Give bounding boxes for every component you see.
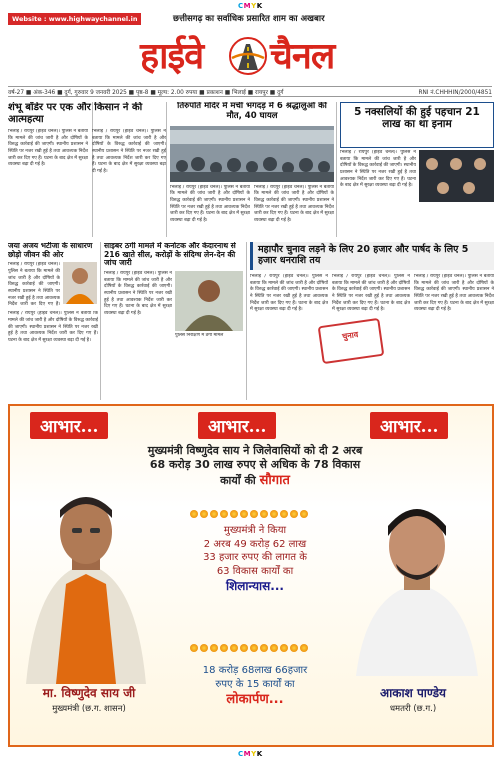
cmyk-bottom-marker: CMYK	[238, 750, 263, 758]
marigold-decoration	[190, 510, 308, 520]
chief-minister-portrait-icon	[16, 454, 156, 684]
ad-foundation-block	[165, 524, 345, 594]
ad-bottom-line: 18 करोड़ 68लाख 66हजार	[202, 665, 308, 676]
story-body: भिलाई / रायपुर (हाईवे चैनल)। पुलिस ने बताया कि मामले की जांच जारी है और दोषियों के विरुद्ध कार्रवाई की जाएगी। स्थानीय प्रशासन ने स्थिति पर नजर रखी हुई है तथा आवश्यक निर्देश जारी कर दिए गए हैं। घटना के बाद क्षेत्र में सुरक्षा व्यवस्था बढ़ा दी गई है।	[340, 150, 416, 189]
ad-headline-line: कार्यों की	[220, 473, 256, 487]
story-body: भिलाई / रायपुर (हाईवे चैनल)। पुलिस ने बताया कि मामले की जांच जारी है और दोषियों के विरुद्ध कार्रवाई की जाएगी। स्थानीय प्रशासन ने स्थिति पर नजर रखी हुई है तथा आवश्यक निर्देश जारी कर दिए गए हैं। घटना के बाद क्षेत्र में सुरक्षा व्यवस्था बढ़ा दी गई है।	[332, 274, 410, 313]
leader-nameplate	[338, 684, 488, 714]
ad-headline-highlight: सौगात	[259, 472, 290, 488]
abhar-label: आभार...	[30, 412, 108, 439]
person-portrait-icon	[63, 262, 97, 304]
marigold-decoration	[190, 644, 308, 654]
leader-title: धमतरी (छ.ग.)	[389, 704, 437, 714]
ad-mid-line: 2 अरब 49 करोड़ 62 लाख	[203, 538, 307, 550]
story-cyber-fraud[interactable]	[104, 242, 244, 400]
chief-minister-title: मुख्यमंत्री (छ.ग. शासन)	[52, 704, 126, 714]
story-body: भिलाई / रायपुर (हाईवे चैनल)। पुलिस ने बताया कि मामले की जांच जारी है और दोषियों के विरुद्ध कार्रवाई की जाएगी। स्थानीय प्रशासन ने स्थिति पर नजर रखी हुई है तथा आवश्यक निर्देश जारी कर दिए गए हैं। घटना के बाद क्षेत्र में सुरक्षा व्यवस्था बढ़ा दी गई है।	[104, 271, 172, 317]
ad-inauguration-block	[160, 664, 350, 709]
chief-minister-name: मा. विष्णुदेव साय जी	[42, 686, 136, 700]
election-stamp: चुनाव	[318, 318, 385, 364]
column-divider	[100, 242, 101, 400]
masthead-top-strip	[8, 13, 492, 26]
police-photo	[175, 271, 243, 331]
rni-number: RNI नं.CHHHIN/2000/4851	[418, 90, 492, 96]
government-advertisement[interactable]	[8, 404, 494, 747]
column-divider	[336, 102, 337, 237]
chief-minister-nameplate	[14, 684, 164, 714]
leader-name: आकाश पाण्डेय	[380, 686, 446, 700]
ad-headline-line: 68 करोड़ 30 लाख रुपए से अधिक के 78 विकास	[149, 458, 361, 472]
cmyk-top-marker: CMYK	[238, 2, 263, 10]
story-body: भिलाई / रायपुर (हाईवे चैनल)। पुलिस ने बताया कि मामले की जांच जारी है और दोषियों के विरुद्ध कार्रवाई की जाएगी। स्थानीय प्रशासन ने स्थिति पर नजर रखी हुई है तथा आवश्यक निर्देश जारी कर दिए गए हैं। घटना के बाद क्षेत्र में सुरक्षा व्यवस्था बढ़ा दी गई है।	[170, 184, 250, 223]
story-election-fee[interactable]	[250, 242, 494, 270]
story-body: भिलाई / रायपुर (हाईवे चैनल)। पुलिस ने बताया कि मामले की जांच जारी है और दोषियों के विरुद्ध कार्रवाई की जाएगी। स्थानीय प्रशासन ने स्थिति पर नजर रखी हुई है तथा आवश्यक निर्देश जारी कर दिए गए हैं। घटना के बाद क्षेत्र में सुरक्षा व्यवस्था बढ़ा दी गई है।	[8, 129, 88, 168]
story-body: भिलाई / रायपुर (हाईवे चैनल)। पुलिस ने बताया कि मामले की जांच जारी है और दोषियों के विरुद्ध कार्रवाई की जाएगी। स्थानीय प्रशासन ने स्थिति पर नजर रखी हुई है तथा आवश्यक निर्देश जारी कर दिए गए हैं। घटना के बाद क्षेत्र में सुरक्षा व्यवस्था बढ़ा दी गई है।	[8, 311, 98, 343]
ad-headline-line: मुख्यमंत्री विष्णुदेव साय ने जिलेवासियों को दी 2 अरब	[147, 444, 363, 457]
crowd-image-icon	[170, 126, 334, 182]
leader-portrait-icon	[348, 476, 486, 676]
photo-caption: पुलिस निरीक्षण में ठगी मामले	[175, 333, 224, 339]
ad-bottom-line: रुपए के 15 कार्यों का	[215, 678, 295, 690]
ad-mid-line: 33 हजार रुपए की लागत के	[203, 552, 307, 563]
ad-bottom-highlight: लोकार्पण...	[226, 692, 284, 707]
portrait-grid-icon	[419, 150, 494, 202]
ad-mid-line: मुख्यमंत्री ने किया	[223, 525, 287, 536]
story-body: भिलाई / रायपुर (हाईवे चैनल)। पुलिस ने बताया कि मामले की जांच जारी है और दोषियों के विरुद्ध कार्रवाई की जाएगी। स्थानीय प्रशासन ने स्थिति पर नजर रखी हुई है तथा आवश्यक निर्देश जारी कर दिए गए हैं। घटना के बाद क्षेत्र में सुरक्षा व्यवस्था बढ़ा दी गई है।	[250, 274, 328, 313]
issue-line: वर्ष-27 ■ अंक-346 ■ दुर्ग, गुरुवार 9 जनवरी 2025 ■ पृष्ठ-8 ■ मूल्य: 2.00 रुपया ■ प्रकाशन ■ भिलाई ■ रायपुर ■ दुर्ग	[8, 90, 284, 96]
story-body: भिलाई / रायपुर (हाईवे चैनल)। पुलिस ने बताया कि मामले की जांच जारी है और दोषियों के विरुद्ध कार्रवाई की जाएगी। स्थानीय प्रशासन ने स्थिति पर नजर रखी हुई है तथा आवश्यक निर्देश जारी कर दिए गए हैं। घटना के बाद क्षेत्र में सुरक्षा व्यवस्था बढ़ा दी गई है।	[92, 129, 166, 174]
story-left-lower[interactable]	[8, 242, 98, 400]
story-body: भिलाई / रायपुर (हाईवे चैनल)। पुलिस ने बताया कि मामले की जांच जारी है और दोषियों के विरुद्ध कार्रवाई की जाएगी। स्थानीय प्रशासन ने स्थिति पर नजर रखी हुई है तथा आवश्यक निर्देश जारी कर दिए गए हैं।	[8, 262, 60, 308]
masthead	[0, 26, 500, 84]
masthead-title-left: हाईवे	[140, 35, 204, 77]
newspaper-tagline: छत्तीसगढ़ का सर्वाधिक प्रसारित शाम का अखबार	[173, 14, 325, 24]
abhar-label: आभार...	[198, 412, 276, 439]
abhar-label: आभार...	[370, 412, 448, 439]
story-headline[interactable]: साइबर ठगी मामले में कर्नाटक और केदारनाथ से 216 खाते सील, करोड़ों के संदिग्ध लेन-देन की जांच जारी	[104, 242, 236, 268]
story-tirupati-stampede[interactable]	[170, 102, 334, 237]
column-divider	[246, 242, 247, 400]
person-photo	[63, 262, 97, 304]
story-headline[interactable]: 5 नक्सलियों की हुई पहचान 21 लाख का था इनाम	[354, 106, 480, 131]
story-body: भिलाई / रायपुर (हाईवे चैनल)। पुलिस ने बताया कि मामले की जांच जारी है और दोषियों के विरुद्ध कार्रवाई की जाएगी। स्थानीय प्रशासन ने स्थिति पर नजर रखी हुई है तथा आवश्यक निर्देश जारी कर दिए गए हैं। घटना के बाद क्षेत्र में सुरक्षा व्यवस्था बढ़ा दी गई है।	[254, 184, 334, 223]
story-naxal-identified[interactable]	[340, 102, 494, 148]
ad-mid-highlight: शिलान्यास...	[226, 579, 284, 593]
story-farmer-suicide[interactable]	[8, 102, 168, 237]
issue-info-bar	[8, 86, 492, 97]
crowd-photo	[170, 126, 334, 182]
story-headline[interactable]: तिरुपति मंदिर में मची भगदड़ में 6 श्रद्धालुओं की मौत, 40 घायल	[177, 102, 327, 121]
story-headline[interactable]: महापौर चुनाव लड़ने के लिए 20 हजार और पार्षद के लिए 5 हजार धनराशि तय	[258, 244, 469, 266]
story-headline[interactable]: जया अजय भटीजा के साधारण छोड़ो जीवन की ओर	[8, 242, 93, 259]
story-body: भिलाई / रायपुर (हाईवे चैनल)। पुलिस ने बताया कि मामले की जांच जारी है और दोषियों के विरुद्ध कार्रवाई की जाएगी। स्थानीय प्रशासन ने स्थिति पर नजर रखी हुई है तथा आवश्यक निर्देश जारी कर दिए गए हैं। घटना के बाद क्षेत्र में सुरक्षा व्यवस्था बढ़ा दी गई है।	[414, 274, 494, 313]
officer-portrait-icon	[175, 271, 243, 331]
website-label[interactable]: Website : www.highwaychannel.in	[8, 13, 141, 25]
story-naxal-body	[340, 150, 494, 238]
masthead-title-right: चैनल	[270, 35, 335, 77]
naxal-photo	[419, 150, 494, 202]
ad-mid-line: 63 विकास कार्यों का	[216, 565, 294, 577]
story-headline[interactable]: शंभू बॉर्डर पर एक और किसान ने की आत्महत्या	[8, 102, 143, 125]
highway-logo-icon	[228, 36, 268, 76]
